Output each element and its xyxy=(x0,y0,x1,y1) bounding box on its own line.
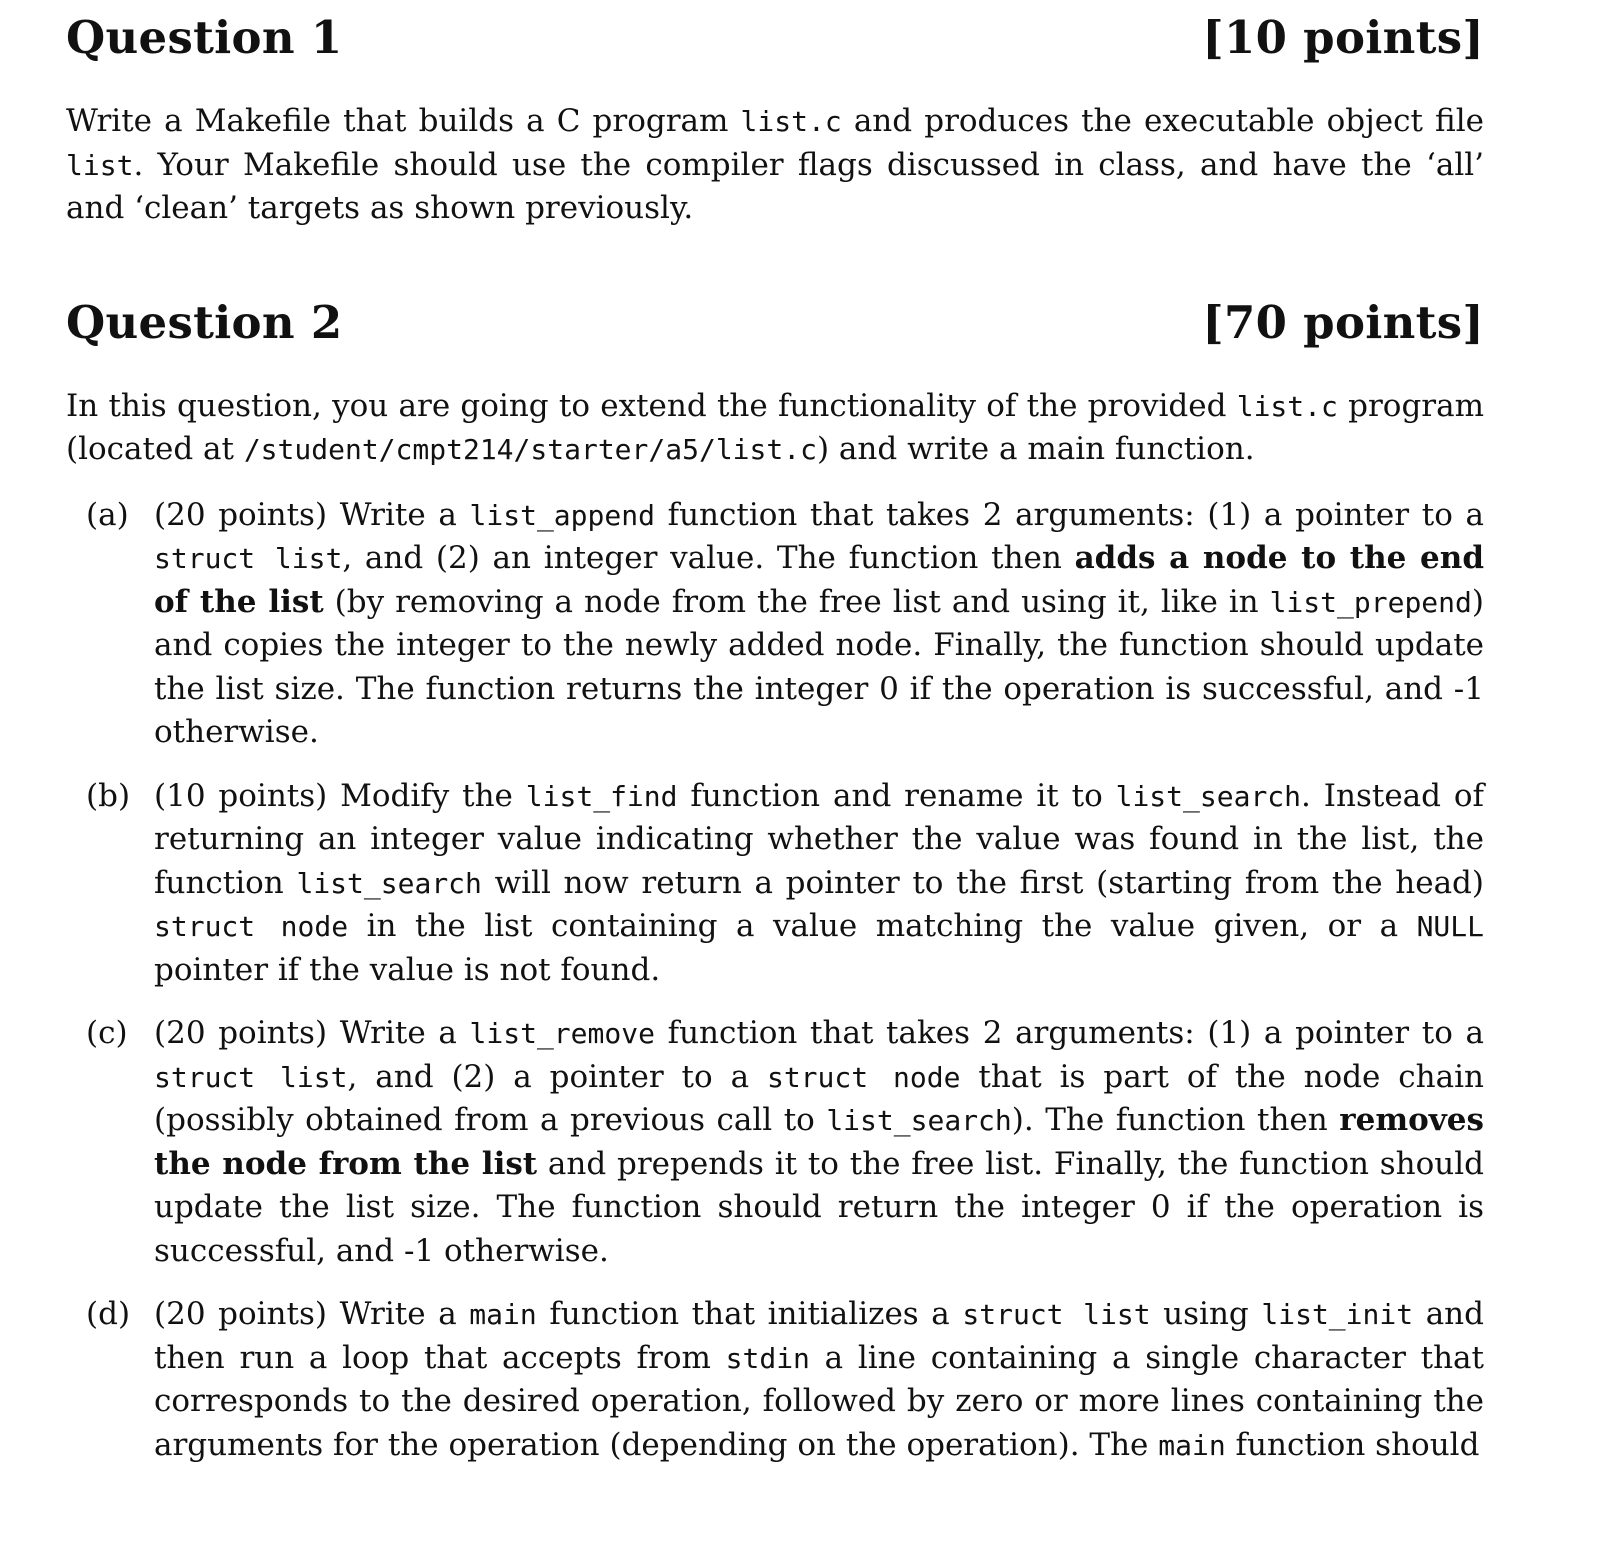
code-list-find: list_find xyxy=(525,779,678,813)
text-run: and then run a loop that accepts from xyxy=(154,1296,1484,1376)
text-run: (by removing a node from the free list and using it, like in xyxy=(323,583,1270,620)
text-run: ). The function then xyxy=(1011,1102,1340,1138)
code-list-init: list_init xyxy=(1261,1298,1414,1331)
question-1-header xyxy=(66,12,1484,64)
text-run: (20 points) Write a xyxy=(154,1296,470,1332)
text-run: and produces the executable object file xyxy=(841,103,1484,139)
text-run: ) and copies the integer to the newly added node. Finally, the function should update the list size. The function returns the integer 0 if the operation is successful, and -1 otherwise. xyxy=(154,583,1484,750)
document-page xyxy=(66,0,1484,1487)
part-c xyxy=(86,1012,1484,1273)
part-a xyxy=(86,494,1484,755)
code-main: main xyxy=(469,1298,537,1331)
text-run: , and (2) a pointer to a xyxy=(347,1058,767,1095)
code-struct-list: struct list xyxy=(962,1298,1151,1331)
code-list-c: list.c xyxy=(740,105,842,138)
question-2-intro xyxy=(66,385,1484,472)
code-list-search: list_search xyxy=(826,1104,1012,1137)
code-null: NULL xyxy=(1416,910,1484,943)
code-list-append: list_append xyxy=(469,498,655,532)
part-b-label: (b) xyxy=(86,777,131,814)
text-run: In this question, you are going to extend the functionality of the provided xyxy=(66,387,1237,424)
code-main: main xyxy=(1158,1428,1226,1462)
question-2-header xyxy=(66,297,1484,349)
text-run: function that initializes a xyxy=(536,1296,963,1332)
text-run: will now return a pointer to the first (starting from the head) xyxy=(481,864,1485,901)
part-a-label: (a) xyxy=(86,496,129,533)
part-c-label: (c) xyxy=(86,1015,128,1051)
question-2-title: Question 2 xyxy=(66,295,343,349)
text-run: . Instead of returning an integer value indicating whether the value was found in the list, the function xyxy=(154,777,1485,901)
code-struct-list: struct list xyxy=(154,542,343,575)
question-1-title: Question 1 xyxy=(66,11,343,64)
bold-emphasis: adds a node to the end of the list xyxy=(154,540,1484,620)
code-struct-list: struct list xyxy=(154,1060,348,1094)
text-run: (20 points) Write a xyxy=(154,1015,470,1051)
text-run: and prepends it to the free list. Finally, the function should update the list size. The function should return the integer 0 if the operation is successful, and -1 otherwise. xyxy=(154,1145,1484,1269)
code-path: /student/cmpt214/starter/a5/list.c xyxy=(243,433,817,466)
part-a-text xyxy=(154,494,1484,755)
code-stdin: stdin xyxy=(725,1341,810,1375)
text-run: pointer if the value is not found. xyxy=(154,951,661,988)
question-2-parts xyxy=(86,494,1484,1468)
part-b xyxy=(86,775,1484,993)
code-struct-node: struct node xyxy=(766,1060,961,1094)
code-list-c: list.c xyxy=(1236,389,1338,423)
part-c-text xyxy=(154,1012,1484,1273)
question-1-points: [10 points] xyxy=(1202,11,1484,64)
text-run: function that takes 2 arguments: (1) a pointer to a xyxy=(654,1015,1484,1051)
code-struct-node: struct node xyxy=(154,910,349,943)
code-list-search: list_search xyxy=(1115,779,1302,813)
text-run: . Your Makefile should use the compiler flags discussed in class, and have the ‘all’ and ‘clean’ targets as shown previously. xyxy=(66,146,1484,226)
text-run: function should xyxy=(1225,1426,1480,1463)
part-b-text xyxy=(154,775,1484,993)
text-run: a line containing a single character that corresponds to the desired operation, followed by zero or more lines containing the arguments for the operation (depending on the operation). The xyxy=(154,1339,1484,1463)
code-list-remove: list_remove xyxy=(469,1017,655,1050)
text-run: in the list containing a value matching the value given, or a xyxy=(348,908,1417,944)
part-d-label: (d) xyxy=(86,1296,131,1332)
bold-emphasis: removes the node from the list xyxy=(154,1102,1484,1182)
text-run: Write a Makefile that builds a C program xyxy=(66,103,741,139)
code-list: list xyxy=(66,148,134,182)
question-1-text xyxy=(66,100,1484,231)
part-d xyxy=(86,1293,1484,1467)
code-list-search: list_search xyxy=(296,866,482,900)
text-run: (20 points) Write a xyxy=(154,496,470,533)
text-run: program (located at xyxy=(66,387,1484,467)
text-run: function and rename it to xyxy=(677,777,1116,814)
question-2-points: [70 points] xyxy=(1202,295,1484,349)
code-list-prepend: list_prepend xyxy=(1269,585,1472,619)
text-run: using xyxy=(1150,1296,1262,1332)
text-run: (10 points) Modify the xyxy=(154,777,526,814)
text-run: that is part of the node chain (possibly obtained from a previous call to xyxy=(154,1058,1484,1138)
text-run: ) and write a main function. xyxy=(816,431,1255,467)
text-run: , and (2) an integer value. The function then xyxy=(342,540,1075,576)
text-run: function that takes 2 arguments: (1) a pointer to a xyxy=(654,496,1484,533)
part-d-text xyxy=(154,1293,1484,1467)
